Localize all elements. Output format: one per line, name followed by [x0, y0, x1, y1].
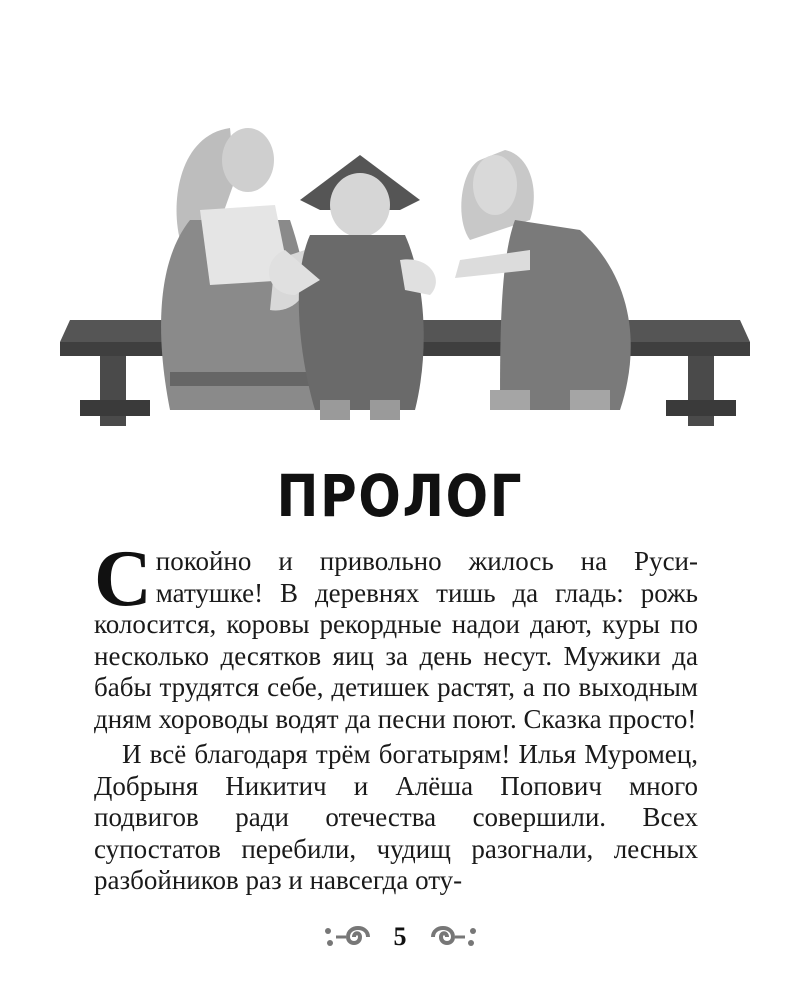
- drop-cap-letter: С: [94, 535, 152, 623]
- paragraph-1: [94, 535, 698, 735]
- chapter-title: ПРОЛОГ: [276, 462, 524, 530]
- paragraph-2: И всё благодаря трём богатырям! Илья Муромец, Добрыня Никитич и Алёша Попович много подвигов ради отечества совершили. Всех супостатов перебили, чудищ разогнали, лесных разбойников раз и навсегда оту-: [94, 739, 698, 895]
- swirl-ornament-left-icon: [322, 917, 378, 957]
- page-number: 5: [393, 922, 407, 951]
- paragraph-1-text: покойно и привольно жилось на Руси-матушке! В деревнях тишь да гладь: рожь колосится, коровы рекордные надои дают, куры по несколько десятков яиц за день несут. Мужики да бабы трудятся себе, детишек растят, а по выходным дням хороводы водят да песни поют. Сказка просто!: [94, 546, 698, 734]
- chapter-illustration: [60, 110, 750, 440]
- woman-right: [455, 150, 631, 410]
- page-footer: [0, 915, 800, 959]
- swirl-ornament-right-icon: [423, 917, 479, 957]
- body-text: [94, 535, 698, 897]
